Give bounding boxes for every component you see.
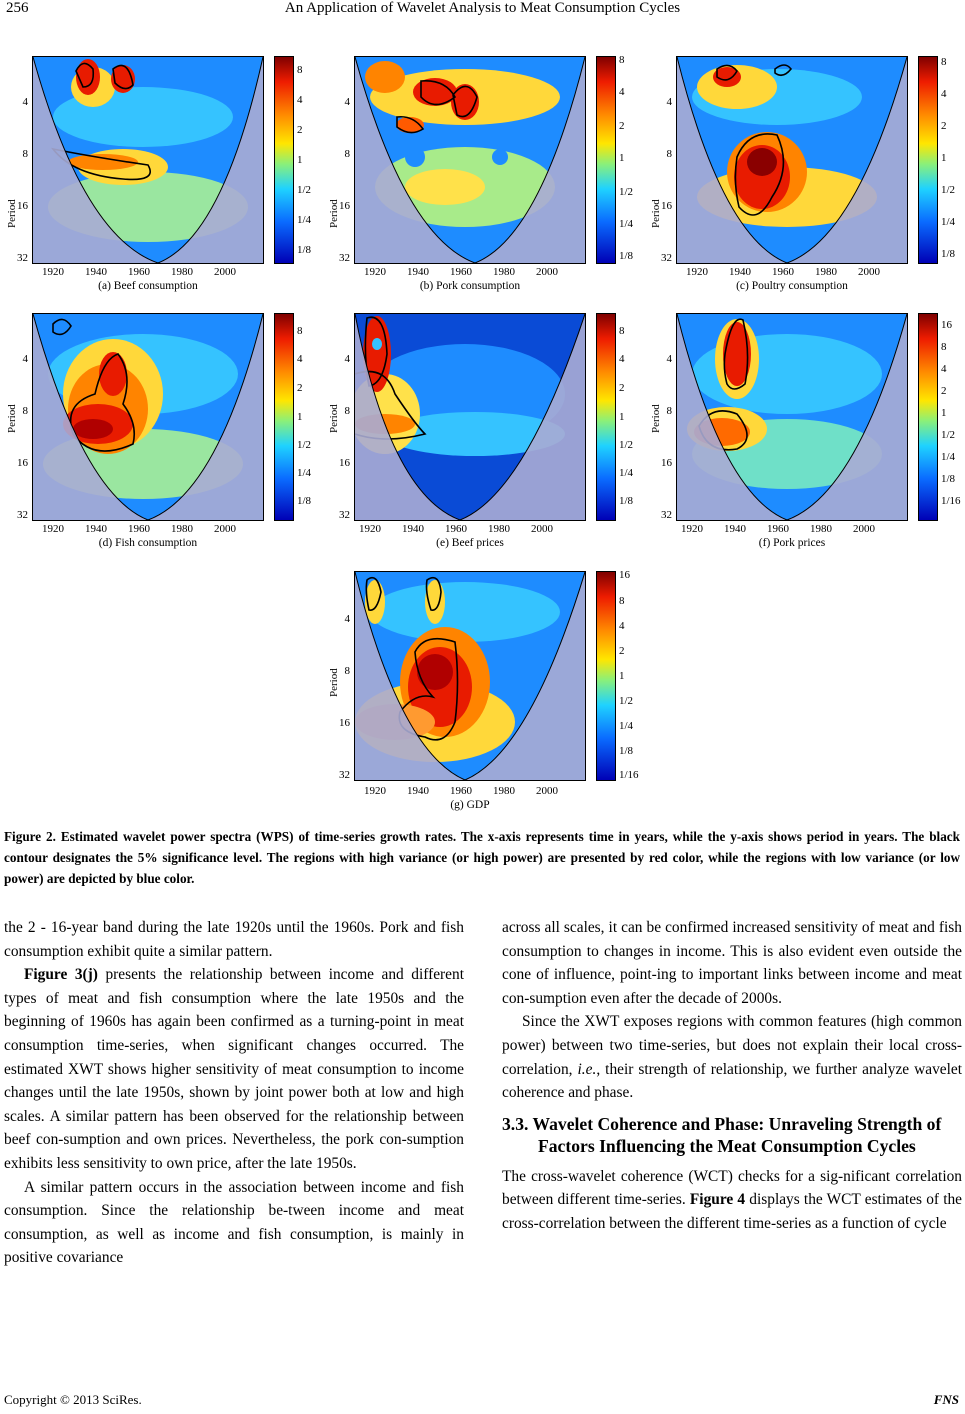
figure-reference[interactable]: Figure 3(j) (24, 966, 98, 984)
colorbar-label: 4 (619, 86, 625, 98)
footer-copyright: Copyright © 2013 SciRes. (4, 1392, 142, 1407)
colorbar-label: 1 (297, 411, 303, 423)
colorbar-label: 8 (297, 64, 303, 76)
colorbar-label: 1/2 (297, 184, 312, 196)
x-tick: 2000 (536, 266, 558, 278)
colorbar-label: 1/8 (297, 244, 312, 256)
colorbar-label: 1 (941, 152, 947, 164)
y-tick: 4 (666, 353, 672, 365)
y-tick: 16 (339, 200, 350, 212)
x-tick: 1960 (128, 523, 150, 535)
x-tick: 1940 (402, 523, 424, 535)
y-tick: 32 (661, 509, 672, 521)
colorbar-label: 8 (941, 341, 947, 353)
panel-g (322, 563, 642, 818)
colorbar-label: 2 (297, 382, 303, 394)
x-tick: 2000 (531, 523, 553, 535)
paragraph: Since the XWT exposes regions with common features (high common power) between two time-series, but does not explain their local cross-correlation, i.e., their strength of relationship, we further analyze wavelet coherence and phase. (502, 1013, 962, 1102)
colorbar-label: 8 (941, 56, 947, 68)
wavelet-power-plot (32, 313, 264, 521)
panel-caption: (a) Beef consumption (98, 280, 198, 292)
panel-a (0, 48, 320, 298)
x-tick: 2000 (858, 266, 880, 278)
colorbar (596, 571, 616, 781)
colorbar-label: 8 (297, 325, 303, 337)
wavelet-power-plot (354, 56, 586, 264)
y-tick: 8 (666, 405, 672, 417)
colorbar-label: 8 (619, 54, 625, 66)
paragraph: The cross-wavelet coherence (WCT) checks for a sig-nificant correlation between different time-series. Figure 4 displays the WCT estimates of the cross-correlation between the different time-series as a function of cycle (502, 1167, 963, 1232)
x-tick: 1960 (450, 785, 472, 797)
y-axis-label: Period (328, 199, 340, 228)
paragraph: across all scales, it can be confirmed increased sensitivity of meat and fish consumption to changes in income. This is also evident even outside the cone of influence, point-ing to important links between income and meat con-sumption even after the decade of 2000s. (502, 919, 962, 1007)
y-axis-label: Period (650, 404, 662, 433)
x-tick: 1960 (772, 266, 794, 278)
colorbar-label: 1/4 (619, 720, 634, 732)
y-tick: 4 (344, 353, 350, 365)
x-tick: 1940 (407, 266, 429, 278)
colorbar-label: 1/8 (297, 495, 312, 507)
colorbar-label: 1/4 (297, 467, 312, 479)
panel-caption: (g) GDP (450, 799, 490, 811)
y-tick: 8 (344, 665, 350, 677)
colorbar-label: 1/8 (619, 250, 634, 262)
wavelet-power-plot (676, 56, 908, 264)
colorbar-label: 1/2 (941, 429, 956, 441)
colorbar-label: 2 (941, 120, 947, 132)
y-tick: 32 (661, 252, 672, 264)
colorbar-label: 4 (619, 353, 625, 365)
colorbar (274, 56, 294, 264)
y-axis-label: Period (650, 199, 662, 228)
x-tick: 2000 (214, 266, 236, 278)
x-tick: 1960 (767, 523, 789, 535)
colorbar-label: 4 (941, 88, 947, 100)
y-tick: 4 (666, 96, 672, 108)
y-tick: 8 (666, 148, 672, 160)
colorbar-label: 1/4 (941, 451, 956, 463)
section-heading: 3.3. Wavelet Coherence and Phase: Unraveling Strength of Factors Influencing the Meat Consumption Cycles (502, 1113, 942, 1156)
colorbar-label: 2 (297, 124, 303, 136)
colorbar-label: 4 (619, 620, 625, 632)
x-tick: 1980 (493, 785, 515, 797)
x-tick: 1920 (681, 523, 703, 535)
x-tick: 1960 (445, 523, 467, 535)
panel-caption: (d) Fish consumption (98, 537, 198, 549)
y-tick: 32 (339, 252, 350, 264)
x-tick: 1960 (450, 266, 472, 278)
y-tick: 32 (339, 509, 350, 521)
wavelet-power-plot (32, 56, 264, 264)
y-tick: 16 (17, 457, 28, 469)
y-tick: 32 (339, 769, 350, 781)
colorbar-label: 1 (619, 411, 625, 423)
colorbar-label: 8 (619, 595, 625, 607)
x-tick: 1980 (488, 523, 510, 535)
colorbar-label: 4 (297, 353, 303, 365)
x-tick: 2000 (214, 523, 236, 535)
figure-reference[interactable]: Figure 4 (689, 1191, 746, 1209)
y-tick: 8 (344, 405, 350, 417)
x-tick: 1920 (686, 266, 708, 278)
colorbar-label: 1/4 (297, 214, 312, 226)
y-tick: 16 (661, 457, 672, 469)
colorbar-label: 1/16 (619, 769, 639, 781)
y-tick: 4 (344, 613, 350, 625)
colorbar-label: 1/4 (619, 218, 634, 230)
colorbar-label: 1/2 (619, 439, 634, 451)
x-tick: 1980 (810, 523, 832, 535)
x-tick: 1980 (171, 266, 193, 278)
panel-caption: (f) Pork prices (758, 537, 826, 549)
colorbar-label: 1/4 (619, 467, 634, 479)
y-tick: 8 (344, 148, 350, 160)
colorbar-label: 2 (619, 120, 625, 132)
colorbar (596, 56, 616, 264)
panel-caption: (c) Poultry consumption (736, 280, 848, 292)
colorbar-label: 16 (619, 569, 630, 581)
colorbar-label: 8 (619, 325, 625, 337)
colorbar-label: 1/8 (941, 473, 956, 485)
wavelet-power-plot (676, 313, 908, 521)
wavelet-power-plot (354, 571, 586, 781)
x-tick: 1940 (407, 785, 429, 797)
x-tick: 1920 (359, 523, 381, 535)
colorbar-label: 1/2 (619, 695, 634, 707)
y-tick: 4 (22, 96, 28, 108)
colorbar-label: 1 (297, 154, 303, 166)
left-column (4, 916, 464, 1270)
y-tick: 8 (22, 405, 28, 417)
colorbar (918, 56, 938, 264)
x-tick: 1940 (724, 523, 746, 535)
y-axis-label: Period (6, 199, 18, 228)
right-column (502, 916, 962, 1236)
colorbar-label: 1 (619, 670, 625, 682)
colorbar (274, 313, 294, 521)
y-tick: 16 (661, 200, 672, 212)
colorbar-label: 1/8 (619, 745, 634, 757)
y-axis-label: Period (6, 404, 18, 433)
y-tick: 4 (22, 353, 28, 365)
panel-d (0, 305, 320, 555)
wavelet-power-plot (354, 313, 586, 521)
colorbar (596, 313, 616, 521)
panel-b (322, 48, 642, 298)
colorbar-label: 1 (941, 407, 947, 419)
x-tick: 2000 (853, 523, 875, 535)
figure-caption: Figure 2. Estimated wavelet power spectra (WPS) of time-series growth rates. The x-axis represents time in years, while the y-axis shows period in years. The black contour designates the 5% significance level. The regions with high variance (or high power) are presented by red color, while the regions with low variance (or low power) are depicted by blue color. (4, 829, 960, 886)
colorbar-label: 1/2 (941, 184, 956, 196)
x-tick: 1980 (171, 523, 193, 535)
x-tick: 1940 (729, 266, 751, 278)
colorbar-label: 1 (619, 152, 625, 164)
x-tick: 1940 (85, 523, 107, 535)
y-tick: 16 (339, 717, 350, 729)
paragraph: the 2 - 16-year band during the late 1920s until the 1960s. Pork and fish consumption exhibit quite a similar pattern. (4, 919, 464, 960)
colorbar-label: 1/2 (297, 439, 312, 451)
colorbar-label: 1/8 (619, 495, 634, 507)
paragraph: A similar pattern occurs in the association between income and fish consumption. Since the relationship be-tween income and meat consumption, as well as income and fish consumption, is mainly in positive covariance (4, 1178, 464, 1267)
colorbar-label: 2 (619, 645, 625, 657)
panel-e (322, 305, 642, 555)
x-tick: 1920 (364, 266, 386, 278)
y-tick: 8 (22, 148, 28, 160)
colorbar-label: 16 (941, 319, 952, 331)
colorbar-label: 1/8 (941, 248, 956, 260)
x-tick: 1920 (42, 266, 64, 278)
x-tick: 1940 (85, 266, 107, 278)
y-tick: 4 (344, 96, 350, 108)
x-tick: 1980 (493, 266, 515, 278)
y-tick: 16 (17, 200, 28, 212)
colorbar-label: 1/2 (619, 186, 634, 198)
colorbar-label: 1/4 (941, 216, 956, 228)
x-tick: 1920 (42, 523, 64, 535)
panel-caption: (e) Beef prices (436, 537, 504, 549)
x-tick: 1960 (128, 266, 150, 278)
y-tick: 32 (17, 252, 28, 264)
running-title: An Application of Wavelet Analysis to Meat Consumption Cycles (284, 0, 681, 16)
y-axis-label: Period (328, 404, 340, 433)
x-tick: 2000 (536, 785, 558, 797)
panel-caption: (b) Pork consumption (419, 280, 521, 292)
page-number: 256 (6, 0, 29, 16)
colorbar-label: 1/16 (941, 495, 961, 507)
colorbar-label: 4 (941, 363, 947, 375)
x-tick: 1920 (364, 785, 386, 797)
y-axis-label: Period (328, 668, 340, 697)
colorbar-label: 2 (941, 385, 947, 397)
y-tick: 32 (17, 509, 28, 521)
footer-journal: FNS (933, 1392, 959, 1407)
paragraph: Figure 3(j) presents the relationship between income and different types of meat and fish consumption where the late 1950s and the beginning of 1960s has again been confirmed as a turning-point in meat consumption time-series, when significant changes occurred. The estimated XWT shows higher sensitivity of meat consumption to income changes until the late 1950s, shown by joint power both at low and high scales. A similar pattern has been observed for the relationship between beef con-sumption and own prices. Nevertheless, the pork con-sumption exhibits less sensitivity to own price, after the late 1950s. (4, 966, 464, 1172)
x-tick: 1980 (815, 266, 837, 278)
colorbar-label: 2 (619, 382, 625, 394)
running-header (0, 0, 965, 22)
panel-c (644, 48, 964, 298)
colorbar (918, 313, 938, 521)
y-tick: 16 (339, 457, 350, 469)
colorbar-label: 4 (297, 94, 303, 106)
panel-f (644, 305, 964, 555)
